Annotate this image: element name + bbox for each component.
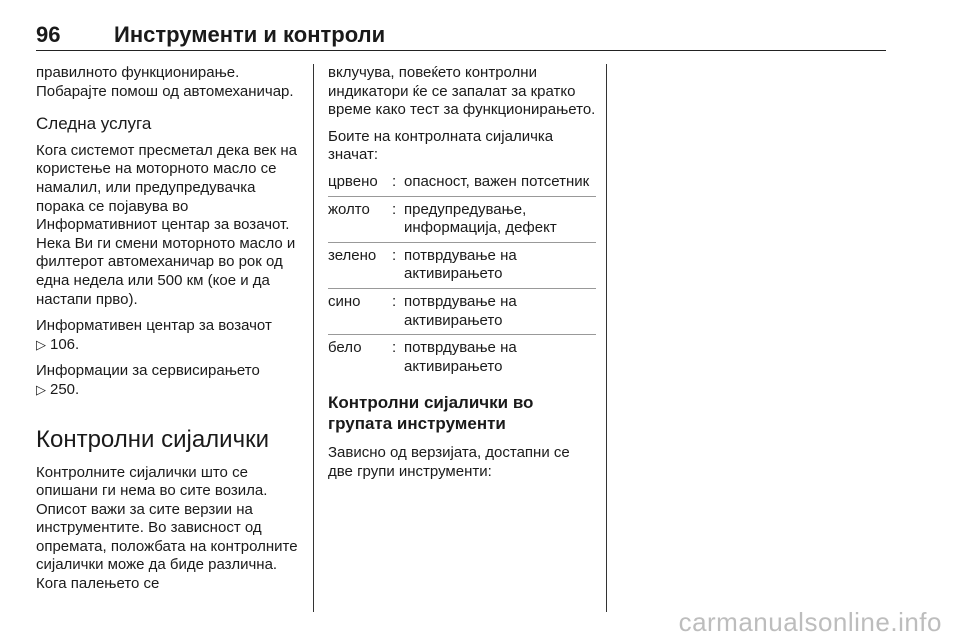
- page-number: 96: [36, 22, 61, 47]
- watermark: carmanualsonline.info: [678, 607, 942, 637]
- table-row: [328, 288, 596, 334]
- table-row: [328, 196, 596, 242]
- cross-reference: [36, 362, 298, 399]
- separator: :: [392, 292, 397, 310]
- table-row: [328, 173, 596, 196]
- column-left: [36, 64, 298, 602]
- heading-control-lights: Контролни сијалички: [36, 425, 269, 453]
- table-row: [328, 335, 596, 381]
- color-description: потврдување на активирањето: [404, 246, 517, 283]
- color-name: црвено: [328, 172, 378, 190]
- paragraph: Боите на контролната сијаличка значат:: [328, 127, 554, 164]
- ref-text: Информативен центар за возачот: [36, 317, 272, 335]
- heading-instrument-cluster-lights: Контролни сијалички во групата инструменти: [328, 393, 534, 434]
- column-divider: [606, 64, 607, 612]
- paragraph: вклучува, повеќето контролни индикатори ќе се запалат за кратко време како тест за функционирањето.: [328, 64, 596, 119]
- page-arrow-icon: ▷: [36, 336, 46, 352]
- paragraph: Кога системот пресметал дека век на користење на моторното масло се намалил, или предупредувачка порака се појавува во Информативниот центар за возачот. Нека Ви ги смени моторното масло и филтерот автомеханичар во рок од една недела или 500 км (кое и да настапи прво).: [36, 141, 297, 308]
- paragraph: Зависно од верзијата, достапни се две групи инструменти:: [328, 444, 570, 480]
- color-name: жолто: [328, 200, 370, 218]
- color-description: предупредување, информација, дефект: [404, 200, 557, 237]
- color-description: потврдување на активирањето: [404, 292, 517, 329]
- page-arrow-icon: ▷: [36, 381, 46, 397]
- separator: :: [392, 339, 397, 357]
- table-row: [328, 242, 596, 288]
- column-divider: [313, 64, 314, 612]
- paragraph: правилното функционирање. Побарајте помош од автомеханичар.: [36, 64, 294, 100]
- color-meaning-table: [328, 173, 596, 380]
- column-middle: [328, 64, 596, 490]
- color-description: потврдување на активирањето: [404, 339, 517, 375]
- page-header: [36, 22, 886, 51]
- heading-next-service: Следна услуга: [36, 114, 152, 134]
- color-name: бело: [328, 339, 362, 357]
- separator: :: [392, 200, 397, 218]
- paragraph: Контролните сијалички што се опишани ги нема во сите возила. Описот важи за сите верзии на инструментите. Во зависност од опремата, положбата на контролните сијалички може да биде различна. Кога палењето се: [36, 463, 298, 593]
- ref-page: 250.: [50, 380, 80, 398]
- separator: :: [392, 172, 397, 190]
- separator: :: [392, 246, 397, 264]
- color-name: сино: [328, 292, 361, 310]
- ref-text: Информации за сервисирањето: [36, 362, 260, 380]
- ref-page: 106.: [50, 335, 80, 353]
- color-name: зелено: [328, 246, 377, 264]
- cross-reference: [36, 317, 298, 354]
- chapter-title: Инструменти и контроли: [114, 22, 386, 47]
- color-description: опасност, важен потсетник: [404, 172, 590, 190]
